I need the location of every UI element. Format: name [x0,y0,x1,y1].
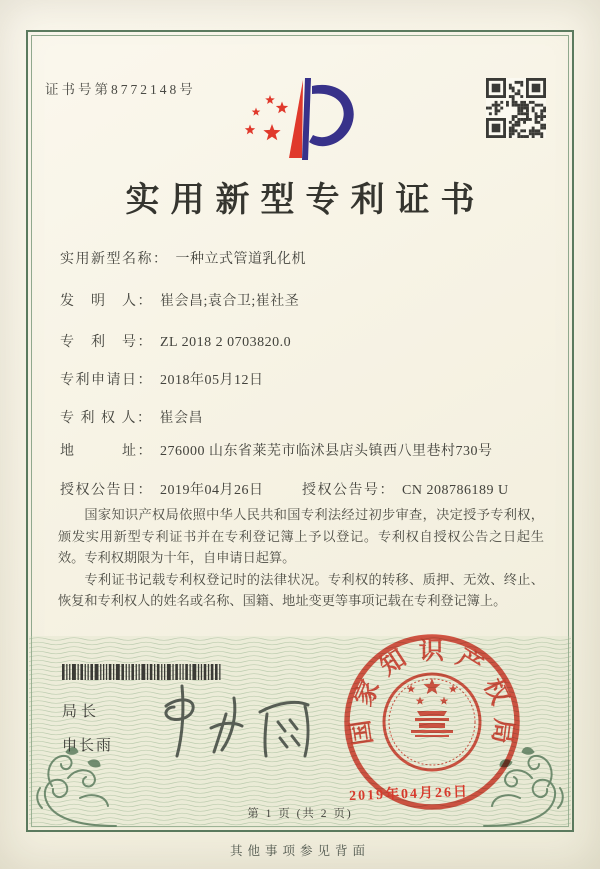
qr-code-icon [486,78,546,138]
field-address [60,440,493,460]
back-side-note: 其他事项参见背面 [229,844,370,858]
field-filing-date [60,369,264,389]
field-utility-model-name [60,248,306,268]
certificate-number: 证书号第8772148号 [45,82,196,97]
seal-date: 2019年04月26日 [348,784,470,805]
field-patent-number [60,331,291,351]
certificate-title: 实用新型专利证书 [125,182,486,219]
logo-red-wedge [289,80,303,158]
field-label: 授权公告日： [60,483,153,498]
field-grant-publication-number [302,479,509,499]
field-label: 实用新型名称： [60,252,169,267]
logo-blue-bowl [309,85,354,146]
field-value: 2019年04月26日 [160,483,264,498]
field-label: 专利申请日： [60,373,153,388]
director-signature-icon [138,676,318,772]
field-value: ZL 2018 2 0703820.0 [160,335,292,350]
field-label: 发 明 人： [60,294,153,309]
field-label: 授权公告号： [302,483,395,498]
signer-title: 局长 [62,704,101,720]
field-patentee [60,407,203,427]
legal-text [58,504,544,612]
field-value: 276000 山东省莱芜市临沭县店头镇西八里巷村730号 [160,444,493,459]
seal-national-emblem [384,674,480,770]
signer-name: 申长雨 [62,738,114,754]
field-label: 专 利 号： [60,335,153,350]
field-grant-date [60,479,264,499]
field-value: 2018年05月12日 [160,373,264,388]
cnipa-logo-icon [238,74,368,166]
field-inventors [60,290,299,310]
field-value: 一种立式管道乳化机 [175,252,306,267]
legal-paragraph-1: 国家知识产权局依照中华人民共和国专利法经过初步审查，决定授予专利权，颁发实用新型专利证书并在专利登记簿上予以登记。专利权自授权公告之日起生效。专利权期限为十年，自申请日起算。 [58,507,544,565]
field-label: 专 利 权 人： [60,411,153,426]
page-number: 第 1 页 (共 2 页) [247,808,353,820]
seal-ring-text: 国家知识产权局 [347,637,517,747]
logo-stars [245,95,288,140]
field-value: 崔会昌;袁合卫;崔社圣 [160,294,300,309]
field-label: 地 址： [60,444,153,459]
field-value: CN 208786189 U [402,483,509,498]
logo-blue-stem [302,78,311,160]
legal-paragraph-2: 专利证书记载专利权登记时的法律状况。专利权的转移、质押、无效、终止、恢复和专利权人的姓名或名称、国籍、地址变更等事项记载在专利登记簿上。 [58,571,544,608]
field-value: 崔会昌 [159,411,203,426]
